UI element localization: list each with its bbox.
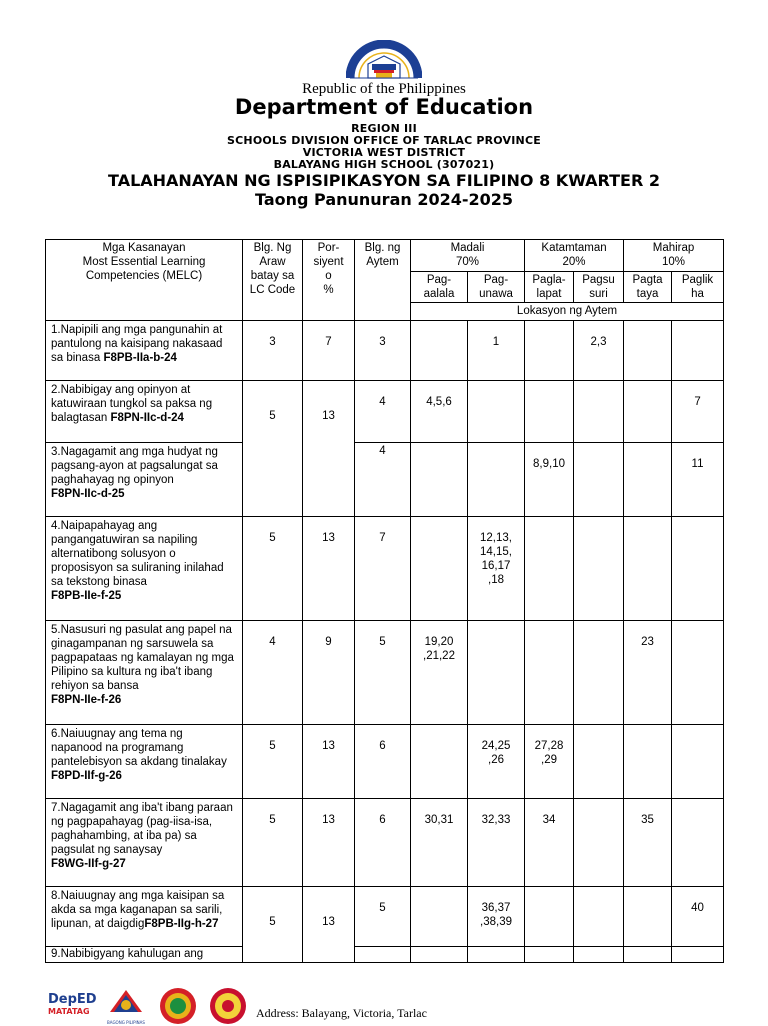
pagsusuri-cell bbox=[574, 621, 624, 725]
division-seal-icon bbox=[156, 986, 200, 1024]
paglalapat-cell bbox=[525, 381, 574, 443]
header-pagtataya: Pagta taya bbox=[624, 272, 672, 303]
table-row bbox=[46, 517, 724, 621]
bagong-pilipinas-text: BAGONG PILIPINAS bbox=[107, 1020, 145, 1025]
header-lokasyon: Lokasyon ng Aytem bbox=[411, 303, 724, 321]
pagtataya-cell bbox=[624, 517, 672, 621]
header-paglikha: Paglik ha bbox=[672, 272, 724, 303]
pagunawa-cell bbox=[468, 381, 525, 443]
items-cell: 6 bbox=[355, 799, 411, 887]
address-text: Address: Balayang, Victoria, Tarlac bbox=[256, 1006, 427, 1020]
days-cell: 5 bbox=[243, 799, 303, 887]
table-row bbox=[46, 947, 724, 963]
pagtataya-cell bbox=[624, 947, 672, 963]
days-cell: 5 bbox=[243, 517, 303, 621]
pagunawa-cell bbox=[468, 947, 525, 963]
paglalapat-cell: 27,28 ,29 bbox=[525, 725, 574, 799]
paglalapat-cell: 34 bbox=[525, 799, 574, 887]
competency-cell: 3.Nagagamit ang mga hudyat ng pagsang-ayon at pagsalungat sa paghahayag ng opinyon F8PN-IIc-d-25 bbox=[46, 443, 243, 517]
pagtataya-cell bbox=[624, 887, 672, 947]
pagaalala-cell bbox=[411, 947, 468, 963]
pagtataya-cell bbox=[624, 321, 672, 381]
percent-cell: 13 bbox=[303, 799, 355, 887]
pagtataya-cell: 23 bbox=[624, 621, 672, 725]
days-cell: 4 bbox=[243, 621, 303, 725]
paglikha-cell: 40 bbox=[672, 887, 724, 947]
pagtataya-cell bbox=[624, 381, 672, 443]
header-katamtaman: Katamtaman 20% bbox=[525, 240, 624, 272]
table-row bbox=[46, 799, 724, 887]
pagsusuri-cell bbox=[574, 725, 624, 799]
pagsusuri-cell bbox=[574, 381, 624, 443]
pagaalala-cell: 4,5,6 bbox=[411, 381, 468, 443]
pagaalala-cell: 30,31 bbox=[411, 799, 468, 887]
days-cell: 5 bbox=[243, 381, 303, 517]
specification-table bbox=[45, 239, 724, 963]
paglalapat-cell bbox=[525, 517, 574, 621]
header-competencies: Mga Kasanayan Most Essential Learning Competencies (MELC) bbox=[46, 240, 243, 321]
percent-cell: 13 bbox=[303, 887, 355, 963]
header-paglalapat: Pagla- lapat bbox=[525, 272, 574, 303]
percent-cell: 13 bbox=[303, 517, 355, 621]
pagsusuri-cell bbox=[574, 887, 624, 947]
document-title: TALAHANAYAN NG ISPISIPIKASYON SA FILIPINO 8 KWARTER 2 bbox=[108, 171, 660, 190]
competency-cell: 2.Nabibigay ang opinyon at katuwiraan tungkol sa paksa ng balagtasan F8PN-IIc-d-24 bbox=[46, 381, 243, 443]
competency-cell: 6.Naiuugnay ang tema ng napanood na programang pantelebisyon sa akdang tinalakay F8PD-IIf-g-26 bbox=[46, 725, 243, 799]
pagunawa-cell: 24,25 ,26 bbox=[468, 725, 525, 799]
percent-cell: 9 bbox=[303, 621, 355, 725]
header-pagunawa: Pag- unawa bbox=[468, 272, 525, 303]
percent-cell: 13 bbox=[303, 725, 355, 799]
percent-cell: 13 bbox=[303, 381, 355, 517]
paglikha-cell bbox=[672, 621, 724, 725]
pagsusuri-cell bbox=[574, 517, 624, 621]
items-cell: 4 bbox=[355, 443, 411, 517]
school-seal-icon bbox=[206, 986, 250, 1024]
items-cell bbox=[355, 947, 411, 963]
items-cell: 6 bbox=[355, 725, 411, 799]
pagaalala-cell: 19,20 ,21,22 bbox=[411, 621, 468, 725]
paglalapat-cell bbox=[525, 947, 574, 963]
table-row bbox=[46, 887, 724, 947]
paglalapat-cell bbox=[525, 321, 574, 381]
pagaalala-cell bbox=[411, 725, 468, 799]
table-row bbox=[46, 381, 724, 443]
pagaalala-cell bbox=[411, 887, 468, 947]
table-row bbox=[46, 725, 724, 799]
pagunawa-cell bbox=[468, 621, 525, 725]
matatag-logo-text: MATATAG bbox=[48, 1007, 90, 1016]
paglikha-cell bbox=[672, 947, 724, 963]
paglikha-cell bbox=[672, 725, 724, 799]
header-percent: Por- siyent o % bbox=[303, 240, 355, 321]
header-items: Blg. ng Aytem bbox=[355, 240, 411, 321]
region-label: REGION III bbox=[351, 122, 417, 135]
competency-cell: 7.Nagagamit ang iba't ibang paraan ng pagpapahayag (pag-iisa-isa, paghahambing, at iba pa) sa pagsulat ng sanaysay F8WG-IIf-g-27 bbox=[46, 799, 243, 887]
header-days: Blg. Ng Araw batay sa LC Code bbox=[243, 240, 303, 321]
header-madali: Madali 70% bbox=[411, 240, 525, 272]
competency-cell: 9.Nabibigyang kahulugan ang bbox=[46, 947, 243, 963]
pagtataya-cell: 35 bbox=[624, 799, 672, 887]
department-title: Department of Education bbox=[234, 95, 534, 119]
pagaalala-cell bbox=[411, 443, 468, 517]
pagtataya-cell bbox=[624, 443, 672, 517]
items-cell: 4 bbox=[355, 381, 411, 443]
school-year: Taong Panunuran 2024-2025 bbox=[254, 190, 514, 209]
items-cell: 5 bbox=[355, 887, 411, 947]
percent-cell: 7 bbox=[303, 321, 355, 381]
items-cell: 7 bbox=[355, 517, 411, 621]
pagsusuri-cell bbox=[574, 443, 624, 517]
competency-cell: 8.Naiuugnay ang mga kaisipan sa akda sa mga kaganapan sa sarili, lipunan, at daigdigF8PB-IIg-h-27 bbox=[46, 887, 243, 947]
paglikha-cell bbox=[672, 321, 724, 381]
pagsusuri-cell bbox=[574, 799, 624, 887]
republic-label: Republic of the Philippines bbox=[302, 81, 466, 97]
paglalapat-cell bbox=[525, 621, 574, 725]
pagaalala-cell bbox=[411, 321, 468, 381]
table-row bbox=[46, 621, 724, 725]
bagong-pilipinas-icon bbox=[104, 986, 148, 1016]
paglikha-cell: 11 bbox=[672, 443, 724, 517]
school-label: BALAYANG HIGH SCHOOL (307021) bbox=[273, 158, 495, 171]
bagong-pilipinas-logo bbox=[104, 986, 148, 1026]
items-cell: 5 bbox=[355, 621, 411, 725]
competency-cell: 5.Nasusuri ng pasulat ang papel na ginagampanan ng sarsuwela sa pagpapataas ng kamalayan ng mga Pilipino sa kultura ng iba't ibang rehiyon sa bansa F8PN-IIe-f-26 bbox=[46, 621, 243, 725]
pagsusuri-cell bbox=[574, 947, 624, 963]
pagunawa-cell: 12,13, 14,15, 16,17 ,18 bbox=[468, 517, 525, 621]
competency-cell: 4.Naipapahayag ang pangangatuwiran sa napiling alternatibong solusyon o proposisyon sa suliraning inilahad sa tekstong binasa F8PB-IIe-f-25 bbox=[46, 517, 243, 621]
paglalapat-cell: 8,9,10 bbox=[525, 443, 574, 517]
pagaalala-cell bbox=[411, 517, 468, 621]
header-mahirap: Mahirap 10% bbox=[624, 240, 724, 272]
paglalapat-cell bbox=[525, 887, 574, 947]
pagunawa-cell: 36,37 ,38,39 bbox=[468, 887, 525, 947]
paglikha-cell bbox=[672, 799, 724, 887]
division-label: SCHOOLS DIVISION OFFICE OF TARLAC PROVINCE bbox=[227, 134, 541, 147]
pagunawa-cell: 1 bbox=[468, 321, 525, 381]
table-row bbox=[46, 321, 724, 381]
district-label: VICTORIA WEST DISTRICT bbox=[302, 146, 466, 159]
pagsusuri-cell: 2,3 bbox=[574, 321, 624, 381]
items-cell: 3 bbox=[355, 321, 411, 381]
table-row bbox=[46, 443, 724, 517]
pagtataya-cell bbox=[624, 725, 672, 799]
deped-logo-text: DepED bbox=[48, 992, 97, 1007]
competency-cell: 1.Napipili ang mga pangunahin at pantulong na kaisipang nakasaad sa binasa F8PB-IIa-b-24 bbox=[46, 321, 243, 381]
pagunawa-cell: 32,33 bbox=[468, 799, 525, 887]
days-cell: 5 bbox=[243, 725, 303, 799]
days-cell: 3 bbox=[243, 321, 303, 381]
header-pagaalala: Pag- aalala bbox=[411, 272, 468, 303]
days-cell: 5 bbox=[243, 887, 303, 963]
pagunawa-cell bbox=[468, 443, 525, 517]
paglikha-cell: 7 bbox=[672, 381, 724, 443]
header-row-1 bbox=[46, 240, 724, 272]
header-pagsusuri: Pagsu suri bbox=[574, 272, 624, 303]
paglikha-cell bbox=[672, 517, 724, 621]
deped-matatag-logo bbox=[48, 986, 98, 1017]
